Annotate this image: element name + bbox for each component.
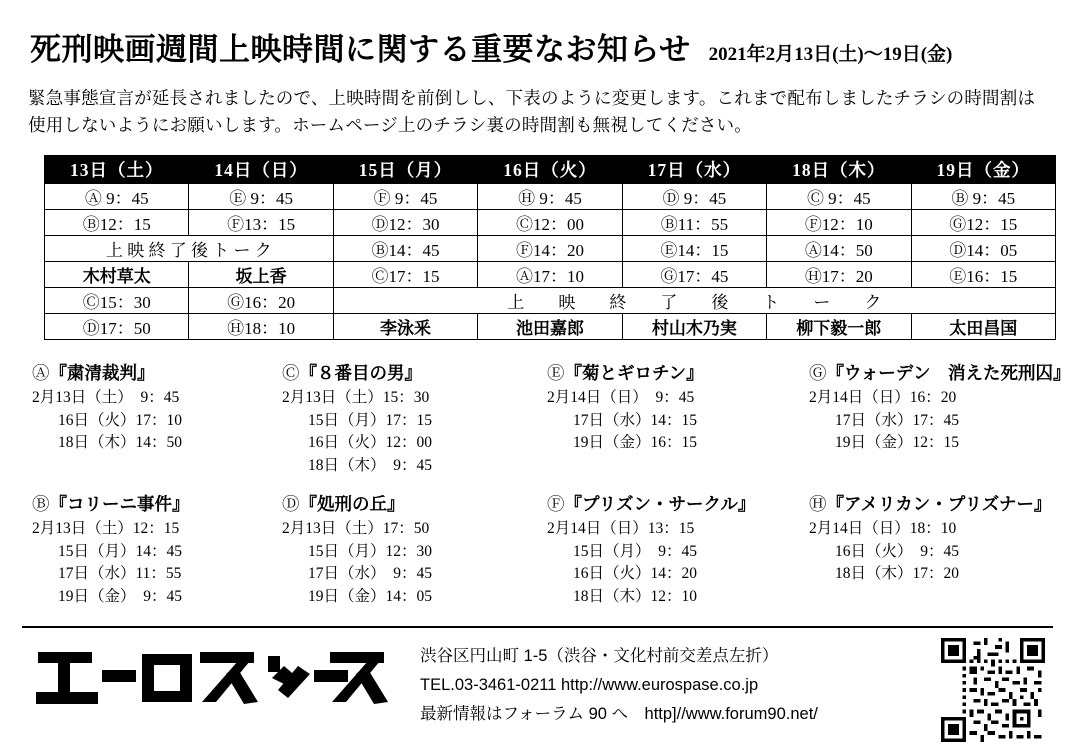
film-time: 2月13日（土）12：15 (32, 520, 180, 538)
screening-cell: Ⓔ14：15 (622, 236, 766, 262)
film-mark: Ⓗ (809, 494, 827, 515)
film-time: 15日（月） 9：45 (573, 542, 698, 560)
screening-cell: Ⓕ13：15 (189, 210, 333, 236)
table-row (45, 262, 1056, 288)
film-name: 『８番目の男』 (299, 363, 422, 384)
film-time: 2月13日（土） 9：45 (32, 389, 180, 407)
film-time: 16日（火）12：00 (308, 434, 433, 452)
film-block-a (32, 360, 282, 477)
page-title: 死刑映画週間上映時間に関する重要なお知らせ (30, 32, 691, 67)
talk-guest-cell: 李泳釆 (333, 314, 477, 340)
film-name: 『コリーニ事件』 (49, 494, 190, 515)
screening-cell: Ⓖ16：20 (189, 288, 333, 314)
film-time: 18日（木）12：10 (573, 587, 698, 605)
table-header-row (45, 156, 1056, 184)
page-header (30, 24, 1053, 69)
film-times (547, 387, 809, 454)
screening-cell: Ⓓ14：05 (911, 236, 1055, 262)
column-header-sun: 14日（日） (189, 156, 333, 184)
column-header-thu: 18日（木） (767, 156, 911, 184)
screening-cell: Ⓗ18：10 (189, 314, 333, 340)
film-mark: Ⓕ (547, 494, 565, 515)
film-time: 15日（月）17：15 (308, 411, 433, 429)
talk-label-cell: 上 映 終 了 後 ト ー ク (333, 288, 1055, 314)
schedule-table-wrap (44, 155, 1045, 340)
film-name: 『プリズン・サークル』 (564, 494, 756, 515)
talk-label-cell: 上 映 終 了 後 ト ー ク (45, 236, 334, 262)
film-title (809, 491, 1069, 516)
schedule-table (44, 155, 1056, 340)
film-time: 19日（金）16：15 (573, 434, 698, 452)
film-mark: Ⓒ (282, 363, 300, 384)
film-times (547, 518, 809, 608)
talk-guest-cell: 池田嘉郎 (478, 314, 622, 340)
screening-cell: Ⓐ14：50 (767, 236, 911, 262)
date-range: 2021年2月13日(土)〜19日(金) (708, 44, 953, 65)
film-time: 2月14日（日） 9：45 (547, 389, 695, 407)
film-time: 17日（水） 9：45 (308, 565, 433, 583)
film-name: 『粛清裁判』 (49, 363, 155, 384)
table-row (45, 210, 1056, 236)
footer (22, 626, 1053, 742)
column-header-mon: 15日（月） (333, 156, 477, 184)
table-row (45, 236, 1056, 262)
film-time: 19日（金）14：05 (308, 587, 433, 605)
film-title (547, 491, 809, 516)
film-time: 15日（月）12：30 (308, 542, 433, 560)
screening-cell: Ⓐ 9：45 (45, 184, 189, 210)
film-block-b (32, 491, 282, 608)
screening-cell: Ⓓ 9：45 (622, 184, 766, 210)
film-time: 16日（火）17：10 (58, 411, 183, 429)
film-times (282, 387, 547, 477)
film-name: 『アメリカン・プリズナー』 (826, 494, 1052, 515)
film-name: 『処刑の丘』 (299, 494, 405, 515)
film-time: 19日（金） 9：45 (58, 587, 183, 605)
film-times (809, 518, 1069, 585)
screening-cell: Ⓑ14：45 (333, 236, 477, 262)
table-row (45, 184, 1056, 210)
film-time: 18日（木） 9：45 (308, 456, 433, 474)
film-time: 2月14日（日）13：15 (547, 520, 695, 538)
film-title (282, 491, 547, 516)
film-block-d (282, 491, 547, 608)
film-title (32, 491, 282, 516)
film-mark: Ⓑ (32, 494, 50, 515)
screening-cell: Ⓒ17：15 (333, 262, 477, 288)
screening-cell: Ⓔ16：15 (911, 262, 1055, 288)
film-time: 2月13日（土）15：30 (282, 389, 430, 407)
film-time: 18日（木）17：20 (835, 565, 960, 583)
notice-paragraph: 緊急事態宣言が延長されましたので、上映時間を前倒しし、下表のように変更します。これまで配布しましたチラシの時間割は使用しないようにお願いします。ホームページ上のチラシ裏の時間割も無視してください。 (28, 88, 1036, 136)
film-time: 16日（火） 9：45 (835, 542, 960, 560)
address-line: 渋谷区円山町 1-5（渋谷・文化村前交差点左折） (420, 647, 779, 665)
screening-cell: Ⓕ14：20 (478, 236, 622, 262)
film-time: 2月14日（日）16：20 (809, 389, 957, 407)
screening-cell: Ⓖ12：15 (911, 210, 1055, 236)
film-mark: Ⓖ (809, 363, 827, 384)
film-title (547, 360, 809, 385)
screening-cell: Ⓔ 9：45 (189, 184, 333, 210)
screening-cell: Ⓒ15：30 (45, 288, 189, 314)
film-block-g (809, 360, 1069, 477)
table-row (45, 288, 1056, 314)
film-times (32, 387, 282, 454)
film-time: 16日（火）14：20 (573, 565, 698, 583)
screening-cell: Ⓑ 9：45 (911, 184, 1055, 210)
film-time: 2月14日（日）18：10 (809, 520, 957, 538)
eurospace-logo (22, 638, 396, 716)
film-block-h (809, 491, 1069, 608)
film-time: 18日（木）14：50 (58, 434, 183, 452)
film-block-f (547, 491, 809, 608)
screening-cell: Ⓒ12：00 (478, 210, 622, 236)
film-mark: Ⓓ (282, 494, 300, 515)
film-block-c (282, 360, 547, 477)
film-time: 17日（水）17：45 (835, 411, 960, 429)
screening-cell: Ⓗ17：20 (767, 262, 911, 288)
screening-cell: Ⓐ17：10 (478, 262, 622, 288)
tel-line: TEL.03-3461-0211 http://www.eurospase.co.jp (420, 675, 759, 694)
info-line: 最新情報はフォーラム 90 へ http]//www.forum90.net/ (420, 704, 818, 723)
screening-cell: Ⓑ11：55 (622, 210, 766, 236)
film-listings (32, 360, 1071, 608)
film-title (32, 360, 282, 385)
screening-cell: Ⓖ17：45 (622, 262, 766, 288)
talk-guest-cell: 村山木乃実 (622, 314, 766, 340)
table-row (45, 314, 1056, 340)
film-times (282, 518, 547, 608)
film-times (809, 387, 1069, 454)
film-time: 17日（水）14：15 (573, 411, 698, 429)
screening-cell: Ⓕ 9：45 (333, 184, 477, 210)
film-name: 『ウォーデン 消えた死刑囚』 (826, 363, 1071, 384)
screening-cell: Ⓕ12：10 (767, 210, 911, 236)
film-time: 19日（金）12：15 (835, 434, 960, 452)
film-time: 17日（水）11：55 (58, 565, 182, 583)
screening-cell: Ⓑ12：15 (45, 210, 189, 236)
talk-guest-cell: 柳下毅一郎 (767, 314, 911, 340)
film-name: 『菊とギロチン』 (564, 363, 704, 384)
column-header-wed: 17日（水） (622, 156, 766, 184)
column-header-sat: 13日（土） (45, 156, 189, 184)
screening-cell: Ⓒ 9：45 (767, 184, 911, 210)
film-time: 2月13日（土）17：50 (282, 520, 430, 538)
screening-cell: Ⓗ 9：45 (478, 184, 622, 210)
screening-cell: Ⓓ12：30 (333, 210, 477, 236)
film-time: 15日（月）14：45 (58, 542, 183, 560)
address-block (420, 638, 917, 729)
column-header-fri: 19日（金） (911, 156, 1055, 184)
talk-guest-cell: 太田昌国 (911, 314, 1055, 340)
film-mark: Ⓔ (547, 363, 565, 384)
screening-cell: Ⓓ17：50 (45, 314, 189, 340)
film-times (32, 518, 282, 608)
film-block-e (547, 360, 809, 477)
column-header-tue: 16日（火） (478, 156, 622, 184)
talk-guest-cell: 坂上香 (189, 262, 333, 288)
qr-code-icon (941, 638, 1045, 742)
talk-guest-cell: 木村草太 (45, 262, 189, 288)
film-mark: Ⓐ (32, 363, 50, 384)
film-title (282, 360, 547, 385)
film-title (809, 360, 1069, 385)
